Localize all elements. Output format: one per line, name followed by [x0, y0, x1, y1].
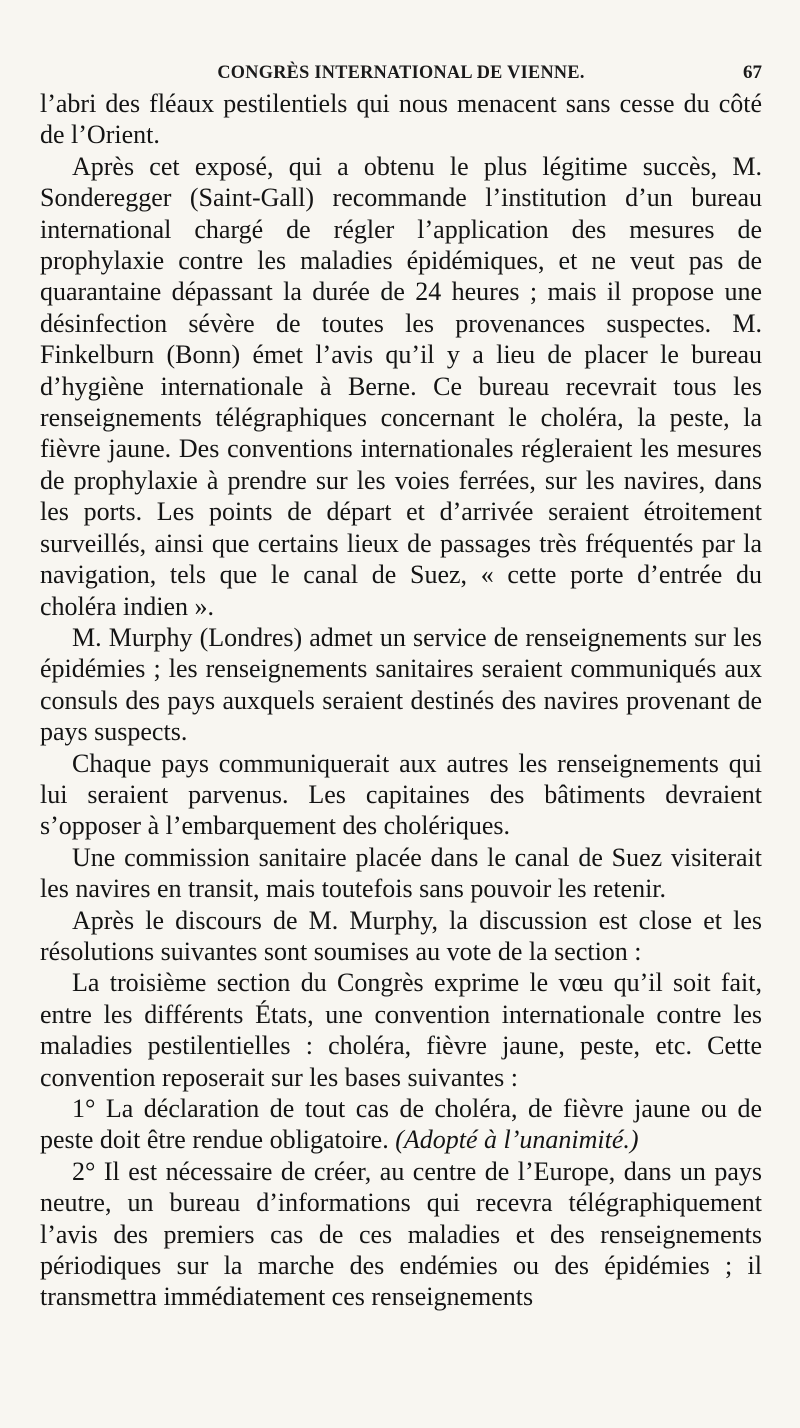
running-title: CONGRÈS INTERNATIONAL DE VIENNE.	[217, 62, 585, 83]
paragraph-section-voeu: La troisième section du Congrès exprime le vœu qu’il soit fait, entre les différents États, une convention internationale contre les maladies pestilentielles : choléra, fièvre jaune, peste, etc. Cette convention reposerait sur les bases suivantes :	[40, 968, 762, 1092]
paragraph-discussion: Après le discours de M. Murphy, la discussion est close et les résolutions suivantes sont soumises au vote de la section :	[40, 905, 762, 966]
running-header	[40, 62, 762, 84]
page-number: 67	[743, 62, 762, 83]
paragraph-continuation: l’abri des fléaux pestilentiels qui nous menacent sans cesse du côté de l’Orient.	[40, 89, 762, 150]
paragraph-commission: Une commission sanitaire placée dans le canal de Suez visiterait les navires en transit, mais toutefois sans pouvoir les retenir.	[40, 842, 762, 904]
paragraph-sonderegger: Après cet exposé, qui a obtenu le plus légitime succès, M. Sonderegger (Saint-Gall) recommande l’institution d’un bureau international chargé de régler l’application des mesures de prophylaxie contre les maladies épidémiques, et ne veut pas de quarantaine dépassant la durée de 24 heures ; mais il propose une désinfection sévère de toutes les provenances suspectes. M. Finkelburn (Bonn) émet l’avis qu’il y a lieu de placer le bureau d’hygiène internationale à Berne. Ce bureau recevrait tous les renseignements télégraphiques concernant le choléra, la peste, la fièvre jaune. Des conventions internationales régleraient les mesures de prophylaxie à prendre sur les voies ferrées, sur les navires, dans les ports. Les points de départ et d’arrivée seraient étroitement surveillés, ainsi que certains lieux de passages très fréquentés par la navigation, tels que le canal de Suez, « cette porte d’entrée du choléra indien ».	[40, 151, 762, 621]
body-text	[40, 88, 762, 1313]
paragraph-chaque-pays: Chaque pays communiquerait aux autres les renseignements qui lui seraient parvenus. Les capitaines des bâtiments devraient s’opposer à l’embarquement des cholériques.	[40, 748, 762, 841]
resolution-2: 2° Il est nécessaire de créer, au centre de l’Europe, dans un pays neutre, un bureau d’informations qui recevra télégraphiquement l’avis des premiers cas de ces maladies et des renseignements périodiques sur la marche des endémies ou des épidémies ; il transmettra immédiatement ces renseignements	[40, 1156, 762, 1312]
resolution-1	[40, 1093, 762, 1156]
resolution-1-text: 1° La déclaration de tout cas de choléra, de fièvre jaune ou de peste doit être rendue obligatoire.	[40, 1094, 762, 1155]
resolution-1-note: (Adopté à l’unanimité.)	[395, 1125, 639, 1155]
paragraph-murphy: M. Murphy (Londres) admet un service de renseignements sur les épidémies ; les renseignements sanitaires seraient communiqués aux consuls des pays auxquels seraient destinés des navires provenant de pays suspects.	[40, 622, 762, 747]
